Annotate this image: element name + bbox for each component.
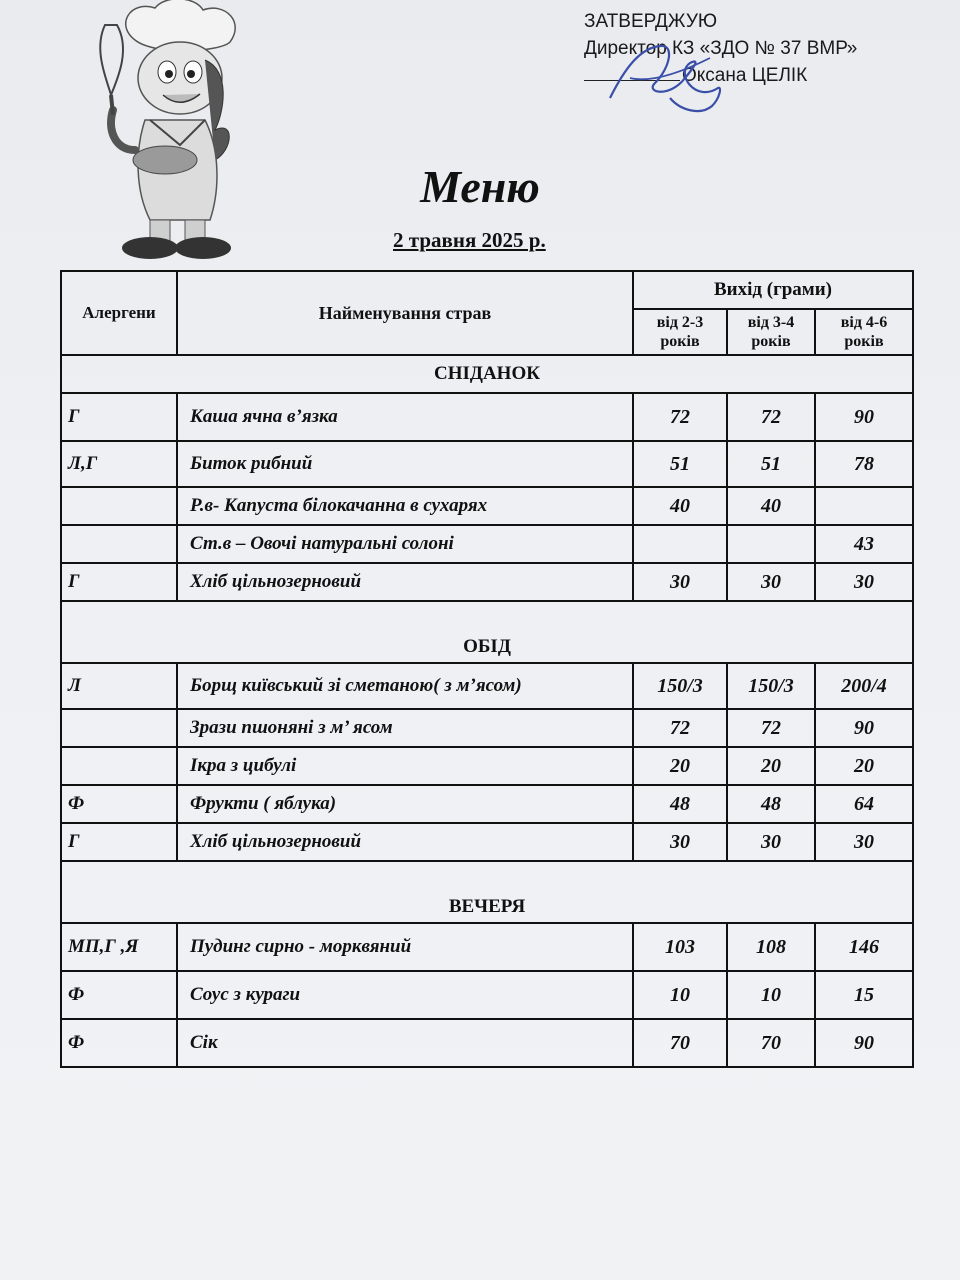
table-row: [61, 525, 913, 563]
handwritten-signature: [600, 28, 730, 118]
allergens-cell: [61, 747, 177, 785]
value-cell: 10: [727, 971, 815, 1019]
value-cell: 200/4: [815, 663, 913, 709]
value-cell: 70: [727, 1019, 815, 1067]
menu-table: [60, 270, 914, 1068]
value-cell: 30: [727, 563, 815, 601]
allergens-cell: [61, 709, 177, 747]
header-age-4-6: від 4-6 років: [815, 309, 913, 355]
value-cell: 30: [815, 823, 913, 861]
section-title: ВЕЧЕРЯ: [61, 861, 913, 923]
value-cell: [727, 525, 815, 563]
allergens-cell: Г: [61, 393, 177, 441]
table-row: [61, 709, 913, 747]
section-title: ОБІД: [61, 601, 913, 663]
value-cell: 51: [633, 441, 727, 487]
header-dish: Найменування страв: [177, 271, 633, 355]
chef-illustration: [95, 0, 270, 262]
value-cell: 146: [815, 923, 913, 971]
value-cell: 30: [815, 563, 913, 601]
table-row: [61, 663, 913, 709]
allergens-cell: Ф: [61, 785, 177, 823]
section-row: [61, 355, 913, 393]
table-row: [61, 563, 913, 601]
allergens-cell: Г: [61, 563, 177, 601]
value-cell: 72: [633, 393, 727, 441]
allergens-cell: Г: [61, 823, 177, 861]
dish-cell: Пудинг сирно - морквяний: [177, 923, 633, 971]
page-title: Меню: [420, 161, 540, 212]
table-row: [61, 487, 913, 525]
value-cell: [815, 487, 913, 525]
approval-heading: ЗАТВЕРДЖУЮ: [584, 11, 718, 32]
table-row: [61, 393, 913, 441]
value-cell: 103: [633, 923, 727, 971]
allergens-cell: Ф: [61, 1019, 177, 1067]
dish-cell: Сік: [177, 1019, 633, 1067]
value-cell: 40: [727, 487, 815, 525]
value-cell: 90: [815, 1019, 913, 1067]
header-allergens: Алергени: [61, 271, 177, 355]
table-row: [61, 971, 913, 1019]
value-cell: 10: [633, 971, 727, 1019]
table-row: [61, 785, 913, 823]
value-cell: 78: [815, 441, 913, 487]
dish-cell: Борщ київський зі сметаною( з м’ясом): [177, 663, 633, 709]
value-cell: [633, 525, 727, 563]
value-cell: 20: [727, 747, 815, 785]
value-cell: 30: [633, 563, 727, 601]
approval-position: Директор КЗ «ЗДО № 37 ВМР»: [584, 38, 858, 59]
menu-date: 2 травня 2025 р.: [393, 228, 546, 252]
value-cell: 150/3: [727, 663, 815, 709]
dish-cell: Хліб цільнозерновий: [177, 823, 633, 861]
table-row: [61, 823, 913, 861]
allergens-cell: Л: [61, 663, 177, 709]
value-cell: 150/3: [633, 663, 727, 709]
allergens-cell: [61, 487, 177, 525]
section-title: СНІДАНОК: [61, 355, 913, 393]
dish-cell: Фрукти ( яблука): [177, 785, 633, 823]
value-cell: 40: [633, 487, 727, 525]
header-output: Вихід (грами): [633, 271, 913, 309]
dish-cell: Хліб цільнозерновий: [177, 563, 633, 601]
value-cell: 48: [727, 785, 815, 823]
section-row: [61, 861, 913, 923]
allergens-cell: Л,Г: [61, 441, 177, 487]
allergens-cell: МП,Г ,Я: [61, 923, 177, 971]
value-cell: 108: [727, 923, 815, 971]
allergens-cell: Ф: [61, 971, 177, 1019]
approval-signer-name: Оксана ЦЕЛІК: [682, 65, 808, 86]
header-age-2-3: від 2-3 років: [633, 309, 727, 355]
table-row: [61, 441, 913, 487]
value-cell: 43: [815, 525, 913, 563]
dish-cell: Зрази пшоняні з м’ ясом: [177, 709, 633, 747]
header-age-3-4: від 3-4 років: [727, 309, 815, 355]
value-cell: 20: [633, 747, 727, 785]
value-cell: 72: [633, 709, 727, 747]
table-row: [61, 923, 913, 971]
table-row: [61, 747, 913, 785]
value-cell: 51: [727, 441, 815, 487]
value-cell: 20: [815, 747, 913, 785]
value-cell: 72: [727, 393, 815, 441]
value-cell: 90: [815, 709, 913, 747]
dish-cell: Р.в- Капуста білокачанна в сухарях: [177, 487, 633, 525]
value-cell: 30: [727, 823, 815, 861]
table-header-row: [61, 271, 913, 309]
dish-cell: Ікра з цибулі: [177, 747, 633, 785]
dish-cell: Каша ячна в’язка: [177, 393, 633, 441]
value-cell: 70: [633, 1019, 727, 1067]
value-cell: 64: [815, 785, 913, 823]
dish-cell: Ст.в – Овочі натуральні солоні: [177, 525, 633, 563]
table-row: [61, 1019, 913, 1067]
dish-cell: Биток рибний: [177, 441, 633, 487]
allergens-cell: [61, 525, 177, 563]
value-cell: 30: [633, 823, 727, 861]
value-cell: 90: [815, 393, 913, 441]
value-cell: 72: [727, 709, 815, 747]
section-row: [61, 601, 913, 663]
value-cell: 15: [815, 971, 913, 1019]
dish-cell: Соус з кураги: [177, 971, 633, 1019]
value-cell: 48: [633, 785, 727, 823]
